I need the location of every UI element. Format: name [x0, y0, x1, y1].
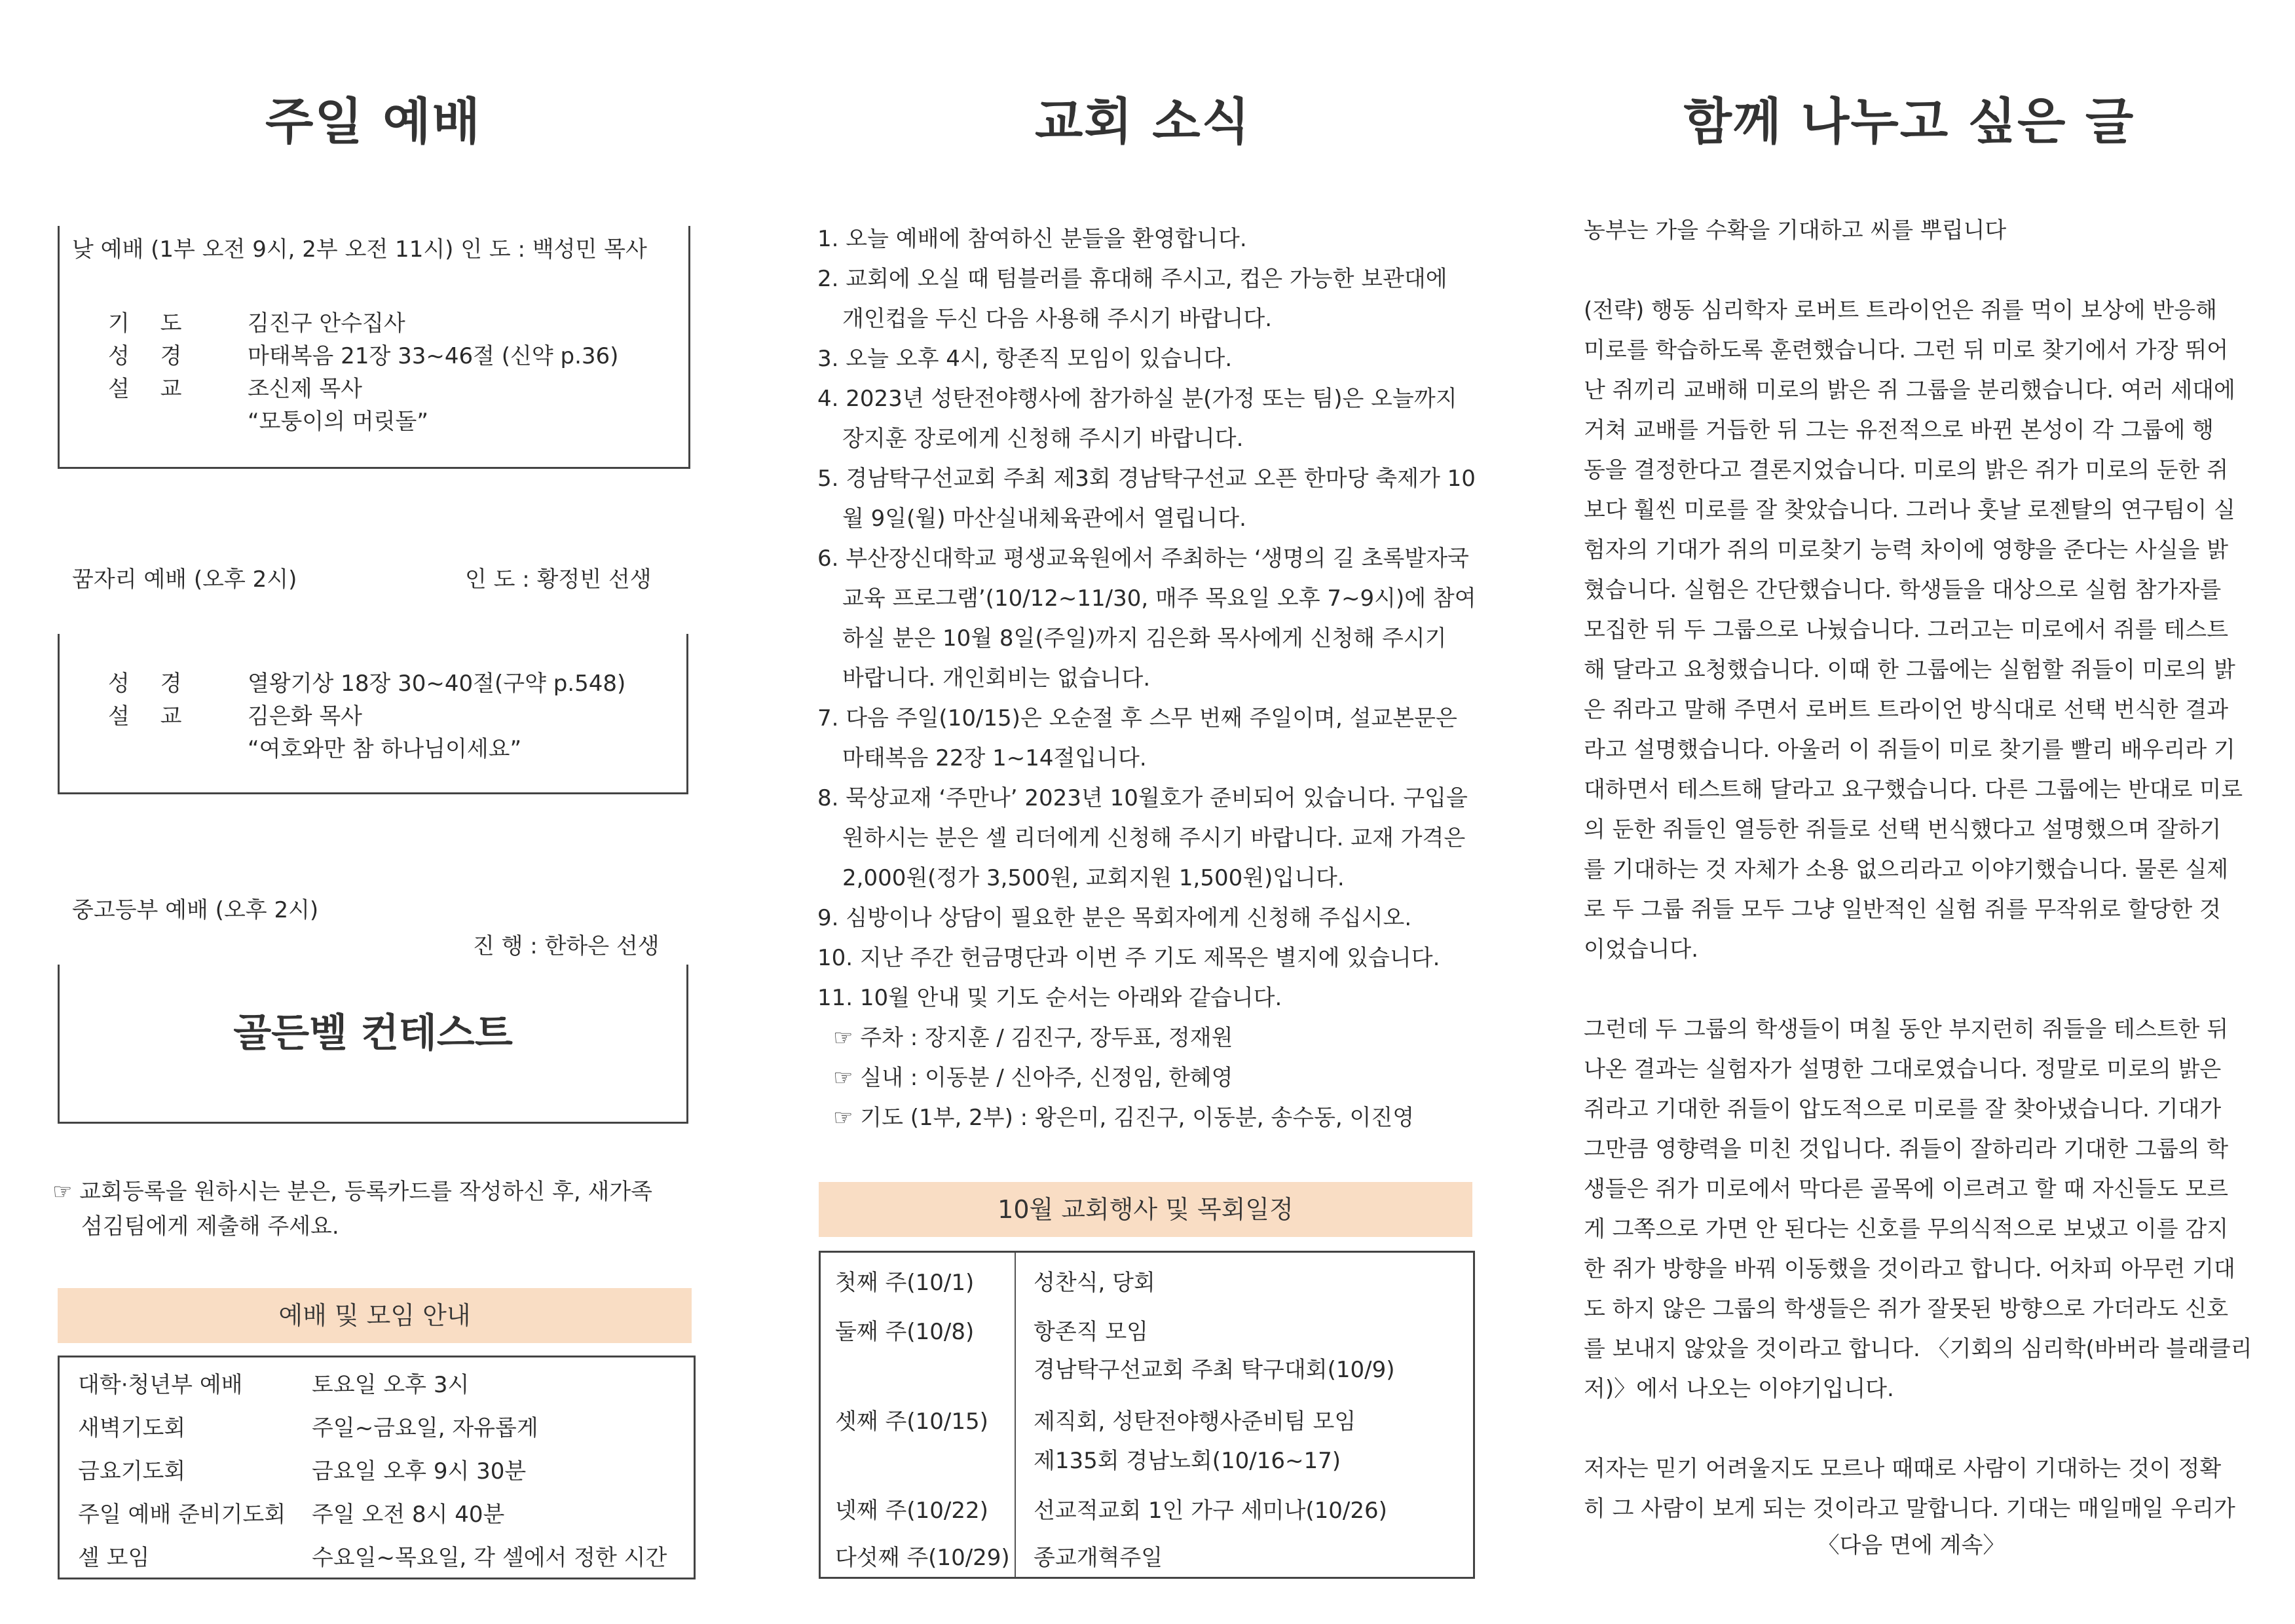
- sharing-line: 저)〉에서 나오는 이야기입니다.: [1584, 1376, 1894, 1402]
- kids-sermon-value: 김은화 목사: [248, 703, 363, 729]
- schedule-event: 경남탁구선교회 주최 탁구대회(10/9): [1034, 1357, 1395, 1383]
- sharing-line: 쥐라고 기대한 쥐들이 압도적으로 미로를 잘 찾아냈습니다. 기대가: [1584, 1096, 2222, 1122]
- news-line: 개인컵을 두신 다음 사용해 주시기 바랍니다.: [842, 306, 1273, 332]
- meeting-time: 주일~금요일, 자유롭게: [312, 1415, 538, 1441]
- meeting-time: 주일 오전 8시 40분: [312, 1502, 505, 1528]
- news-line: 5. 경남탁구선교회 주최 제3회 경남탁구선교 오픈 한마당 축제가 10: [817, 466, 1476, 492]
- sharing-line: 해 달라고 요청했습니다. 이때 한 그룹에는 실험할 쥐들이 미로의 밝: [1584, 657, 2235, 683]
- meeting-name: 대학·청년부 예배: [78, 1372, 243, 1398]
- meeting-time: 금요일 오후 9시 30분: [312, 1458, 527, 1485]
- sharing-line: 난 쥐끼리 교배해 미로의 밝은 쥐 그룹을 분리했습니다. 여러 세대에: [1584, 377, 2235, 403]
- schedule-week: 둘째 주(10/8): [835, 1319, 975, 1345]
- meeting-name: 새벽기도회: [78, 1415, 186, 1441]
- news-line: 7. 다음 주일(10/15)은 오순절 후 스무 번째 주일이며, 설교본문은: [817, 705, 1457, 731]
- sharing-line: 그런데 두 그룹의 학생들이 며칠 동안 부지런히 쥐들을 테스트한 뒤: [1584, 1016, 2229, 1043]
- news-line: 3. 오늘 오후 4시, 항존직 모임이 있습니다.: [817, 346, 1233, 372]
- sharing-line: 히 그 사람이 보게 되는 것이라고 말합니다. 기대는 매일매일 우리가: [1584, 1496, 2235, 1522]
- schedule-title: 10월 교회행사 및 목회일정: [819, 1182, 1472, 1237]
- worship-title: 주일 예배: [229, 82, 517, 153]
- sharing-line: 나온 결과는 실험자가 설명한 그대로였습니다. 정말로 미로의 밝은: [1584, 1056, 2222, 1082]
- schedule-event: 선교적교회 1인 가구 세미나(10/26): [1034, 1498, 1387, 1524]
- sharing-line: 의 둔한 쥐들인 열등한 쥐들로 선택 번식했다고 설명했으며 잘하기: [1584, 817, 2222, 843]
- news-line: 11. 10월 안내 및 기도 순서는 아래와 같습니다.: [817, 985, 1282, 1011]
- kids-scripture-value: 열왕기상 18장 30~40절(구약 p.548): [248, 671, 626, 697]
- sharing-line: 은 쥐라고 말해 주면서 로버트 트라이언 방식대로 선택 번식한 결과: [1584, 697, 2229, 723]
- sharing-line: 동을 결정한다고 결론지었습니다. 미로의 밝은 쥐가 미로의 둔한 쥐: [1584, 457, 2229, 483]
- sharing-line: 혔습니다. 실험은 간단했습니다. 학생들을 대상으로 실험 참가자를: [1584, 577, 2222, 603]
- day-sermon-title: “모퉁이의 머릿돌”: [248, 409, 428, 435]
- news-line: 8. 묵상교재 ‘주만나’ 2023년 10월호가 준비되어 있습니다. 구입을: [817, 785, 1468, 811]
- news-line: 하실 분은 10월 8일(주일)까지 김은화 목사에게 신청해 주시기: [842, 625, 1447, 652]
- news-line: 2. 교회에 오실 때 텀블러를 휴대해 주시고, 컵은 가능한 보관대에: [817, 266, 1447, 292]
- kids-service-leader: 인 도 : 황정빈 선생: [465, 566, 652, 593]
- news-line: ☞ 실내 : 이동분 / 신아주, 신정임, 한혜영: [833, 1065, 1233, 1091]
- schedule-week: 다섯째 주(10/29): [835, 1545, 1010, 1571]
- meeting-time: 토요일 오후 3시: [312, 1372, 470, 1398]
- news-title: 교회 소식: [992, 82, 1294, 153]
- news-line: 1. 오늘 예배에 참여하신 분들을 환영합니다.: [817, 226, 1247, 252]
- meetings-table: [58, 1356, 696, 1579]
- news-line: 9. 심방이나 상담이 필요한 분은 목회자에게 신청해 주십시오.: [817, 905, 1412, 931]
- sharing-line: 를 보내지 않았을 것이라고 합니다. 〈기회의 심리학(바버라 블래클리: [1584, 1336, 2252, 1362]
- day-sermon-value: 조신제 목사: [248, 376, 363, 402]
- youth-event: 골든벨 컨테스트: [233, 1010, 513, 1056]
- meeting-name: 주일 예배 준비기도회: [78, 1502, 286, 1528]
- schedule-week: 첫째 주(10/1): [835, 1270, 975, 1296]
- meeting-name: 금요기도회: [78, 1458, 186, 1485]
- schedule-event: 제직회, 성탄전야행사준비팀 모임: [1034, 1409, 1356, 1435]
- sharing-line: 농부는 가을 수확을 기대하고 씨를 뿌립니다: [1584, 217, 2007, 244]
- kids-service-header: 꿈자리 예배 (오후 2시): [72, 566, 297, 593]
- meetings-title: 예배 및 모임 안내: [58, 1288, 692, 1343]
- news-line: ☞ 주차 : 장지훈 / 김진구, 장두표, 정재원: [833, 1025, 1233, 1051]
- kids-sermon-label: 설 교: [108, 703, 194, 729]
- schedule-event: 종교개혁주일: [1034, 1545, 1163, 1571]
- sharing-line: 생들은 쥐가 미로에서 막다른 골목에 이르려고 할 때 자신들도 모르: [1584, 1176, 2229, 1202]
- news-line: 교육 프로그램’(10/12~11/30, 매주 목요일 오후 7~9시)에 참여: [842, 585, 1476, 612]
- sharing-line: 를 기대하는 것 자체가 소용 없으리라고 이야기했습니다. 물론 실제: [1584, 857, 2229, 883]
- sharing-line: (전략) 행동 심리학자 로버트 트라이언은 쥐를 먹이 보상에 반응해: [1584, 297, 2217, 323]
- schedule-event: 성찬식, 당회: [1034, 1270, 1155, 1296]
- day-scripture-label: 성 경: [108, 343, 194, 369]
- schedule-event: 항존직 모임: [1034, 1319, 1149, 1345]
- sharing-line: 험자의 기대가 쥐의 미로찾기 능력 차이에 영향을 준다는 사실을 밝: [1584, 537, 2229, 563]
- day-prayer-value: 김진구 안수집사: [248, 310, 405, 337]
- kids-scripture-label: 성 경: [108, 671, 194, 697]
- sharing-line: 보다 훨씬 미로를 잘 찾았습니다. 그러나 훗날 로젠탈의 연구팀이 실: [1584, 497, 2235, 523]
- schedule-week: 셋째 주(10/15): [835, 1409, 988, 1435]
- news-line: 바랍니다. 개인회비는 없습니다.: [842, 665, 1151, 692]
- registration-note-cont: 섬김팀에게 제출해 주세요.: [81, 1213, 339, 1240]
- day-sermon-label: 설 교: [108, 376, 194, 402]
- news-line: 장지훈 장로에게 신청해 주시기 바랍니다.: [842, 426, 1244, 452]
- day-scripture-value: 마태복음 21장 33~46절 (신약 p.36): [248, 343, 619, 369]
- news-line: 마태복음 22장 1~14절입니다.: [842, 745, 1147, 771]
- sharing-line: 한 쥐가 방향을 바꿔 이동했을 것이라고 합니다. 어차피 아무런 기대: [1584, 1256, 2235, 1282]
- day-prayer-label: 기 도: [108, 310, 194, 337]
- news-list: [817, 219, 1476, 1138]
- youth-service-leader: 진 행 : 한하은 선생: [473, 933, 660, 959]
- schedule-table: [819, 1251, 1475, 1579]
- sharing-line: 그만큼 영향력을 미친 것입니다. 쥐들이 잘하리라 기대한 그룹의 학: [1584, 1136, 2229, 1162]
- meeting-name: 셀 모임: [78, 1545, 150, 1571]
- sharing-title: 함께 나누고 싶은 글: [1647, 82, 2171, 153]
- sharing-body: [1584, 211, 2252, 1562]
- sharing-line: 도 하지 않은 그룹의 학생들은 쥐가 잘못된 방향으로 가더라도 신호: [1584, 1296, 2229, 1322]
- news-line: 월 9일(월) 마산실내체육관에서 열립니다.: [842, 506, 1246, 532]
- news-line: 10. 지난 주간 헌금명단과 이번 주 기도 제목은 별지에 있습니다.: [817, 945, 1440, 971]
- meeting-time: 수요일~목요일, 각 셀에서 정한 시간: [312, 1545, 667, 1571]
- sharing-continued: 〈다음 면에 계속〉: [1817, 1532, 2006, 1559]
- registration-note: ☞ 교회등록을 원하시는 분은, 등록카드를 작성하신 후, 새가족: [52, 1179, 653, 1205]
- sharing-line: 대하면서 테스트해 달라고 요구했습니다. 다른 그룹에는 반대로 미로: [1584, 777, 2243, 803]
- news-line: 2,000원(정가 3,500원, 교회지원 1,500원)입니다.: [842, 865, 1345, 891]
- news-line: 4. 2023년 성탄전야행사에 참가하실 분(가정 또는 팀)은 오늘까지: [817, 386, 1457, 412]
- schedule-week: 넷째 주(10/22): [835, 1498, 988, 1524]
- news-line: ☞ 기도 (1부, 2부) : 왕은미, 김진구, 이동분, 송수동, 이진영: [833, 1105, 1415, 1131]
- sharing-line: 모집한 뒤 두 그룹으로 나눴습니다. 그러고는 미로에서 쥐를 테스트: [1584, 617, 2229, 643]
- sharing-line: 거쳐 교배를 거듭한 뒤 그는 유전적으로 바뀐 본성이 각 그룹에 행: [1584, 417, 2214, 443]
- day-service-header: 낮 예배 (1부 오전 9시, 2부 오전 11시) 인 도 : 백성민 목사: [72, 236, 647, 263]
- sharing-line: 로 두 그룹 쥐들 모두 그냥 일반적인 실험 쥐를 무작위로 할당한 것: [1584, 896, 2221, 923]
- sharing-line: 게 그쪽으로 가면 안 된다는 신호를 무의식적으로 보냈고 이를 감지: [1584, 1216, 2229, 1242]
- news-line: 원하시는 분은 셀 리더에게 신청해 주시기 바랍니다. 교재 가격은: [842, 825, 1466, 851]
- sharing-line: 이었습니다.: [1584, 936, 1699, 963]
- schedule-event: 제135회 경남노회(10/16~17): [1034, 1448, 1341, 1474]
- youth-service-header: 중고등부 예배 (오후 2시): [72, 897, 319, 923]
- sharing-line: 라고 설명했습니다. 아울러 이 쥐들이 미로 찾기를 빨리 배우리라 기: [1584, 737, 2235, 763]
- news-line: 6. 부산장신대학교 평생교육원에서 주최하는 ‘생명의 길 초록발자국: [817, 545, 1469, 572]
- sharing-line: 저자는 믿기 어려울지도 모르나 때때로 사람이 기대하는 것이 정확: [1584, 1456, 2222, 1482]
- sharing-line: 미로를 학습하도록 훈련했습니다. 그런 뒤 미로 찾기에서 가장 뛰어: [1584, 337, 2229, 363]
- kids-sermon-title: “여호와만 참 하나님이세요”: [248, 736, 522, 762]
